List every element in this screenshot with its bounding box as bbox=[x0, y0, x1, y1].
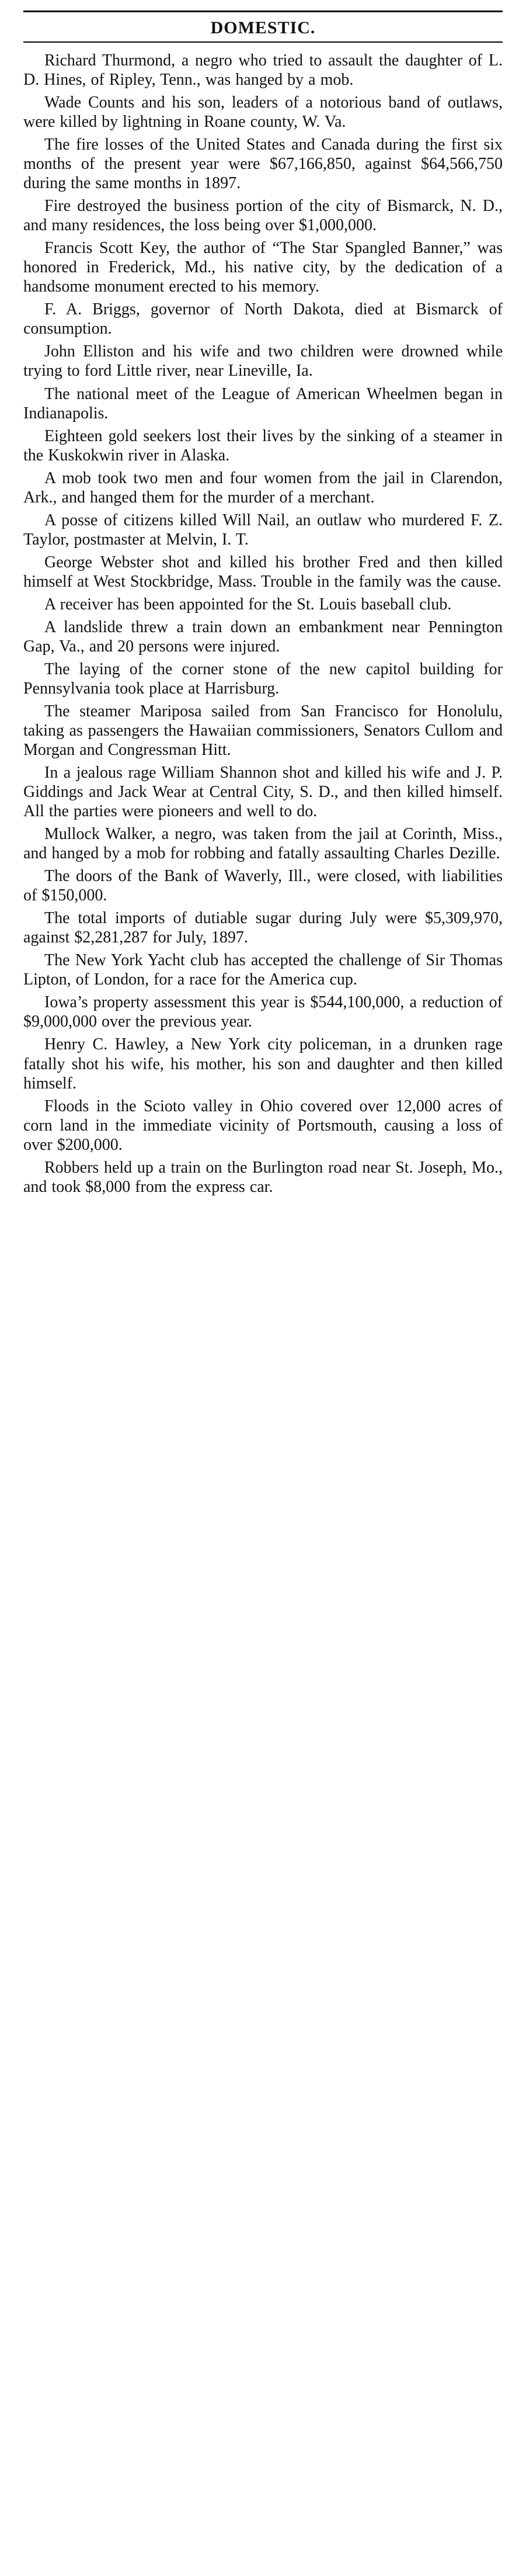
news-item: The fire losses of the United States and Canada during the first six months of the present year were $67,166,850, against $64,566,750 during the same months in 1897. bbox=[23, 136, 503, 193]
news-item: George Webster shot and killed his brother Fred and then killed himself at West Stockbridge, Mass. Trouble in the family was the cause. bbox=[23, 553, 503, 591]
news-item: The laying of the corner stone of the new capitol building for Pennsylvania took place at Harrisburg. bbox=[23, 660, 503, 698]
news-item: Floods in the Scioto valley in Ohio covered over 12,000 acres of corn land in the immediate vicinity of Portsmouth, causing a loss of over $200,000. bbox=[23, 1097, 503, 1154]
news-item: The total imports of dutiable sugar during July were $5,309,970, against $2,281,287 for July, 1897. bbox=[23, 909, 503, 947]
news-item: Fire destroyed the business portion of the city of Bismarck, N. D., and many residences, the loss being over $1,000,000. bbox=[23, 197, 503, 235]
page-title: DOMESTIC. bbox=[210, 18, 316, 37]
news-item: A receiver has been appointed for the St. Louis baseball club. bbox=[44, 595, 452, 613]
news-item: A mob took two men and four women from the jail in Clarendon, Ark., and hanged them for the murder of a merchant. bbox=[23, 469, 503, 507]
news-item: A posse of citizens killed Will Nail, an outlaw who murdered F. Z. Taylor, postmaster at Melvin, I. T. bbox=[23, 511, 503, 549]
news-item: Wade Counts and his son, leaders of a notorious band of outlaws, were killed by lightning in Roane county, W. Va. bbox=[23, 93, 503, 131]
news-item: F. A. Briggs, governor of North Dakota, died at Bismarck of consumption. bbox=[23, 300, 503, 338]
news-item: Robbers held up a train on the Burlington road near St. Joseph, Mo., and took $8,000 from the express car. bbox=[23, 1158, 503, 1196]
top-divider bbox=[23, 11, 503, 12]
article-column bbox=[23, 51, 503, 1197]
news-item: In a jealous rage William Shannon shot and killed his wife and J. P. Giddings and Jack Wear at Central City, S. D., and then killed himself. All the parties were pioneers and well to do. bbox=[23, 764, 503, 821]
news-item: Francis Scott Key, the author of “The Star Spangled Banner,” was honored in Frederick, Md., his native city, by the dedication of a handsome monument erected to his memory. bbox=[23, 239, 503, 296]
news-item: Mullock Walker, a negro, was taken from the jail at Corinth, Miss., and hanged by a mob for robbing and fatally assaulting Charles Dezille. bbox=[23, 825, 503, 863]
news-item: The steamer Mariposa sailed from San Francisco for Honolulu, taking as passengers the Hawaiian commissioners, Senators Cullom and Morgan and Congressman Hitt. bbox=[23, 702, 503, 760]
news-item: The doors of the Bank of Waverly, Ill., were closed, with liabilities of $150,000. bbox=[23, 867, 503, 905]
title-divider bbox=[23, 41, 503, 43]
news-item: Eighteen gold seekers lost their lives by the sinking of a steamer in the Kuskokwin river in Alaska. bbox=[23, 427, 503, 464]
news-item: A landslide threw a train down an embankment near Pennington Gap, Va., and 20 persons were injured. bbox=[23, 618, 503, 656]
news-item: Henry C. Hawley, a New York city policeman, in a drunken rage fatally shot his wife, his mother, his son and daughter and then killed himself. bbox=[23, 1035, 503, 1093]
news-item: John Elliston and his wife and two children were drowned while trying to ford Little river, near Lineville, Ia. bbox=[23, 342, 503, 380]
news-item: The New York Yacht club has accepted the challenge of Sir Thomas Lipton, of London, for a race for the America cup. bbox=[23, 951, 503, 989]
news-item: The national meet of the League of American Wheelmen began in Indianapolis. bbox=[23, 384, 503, 422]
news-item: Iowa’s property assessment this year is $544,100,000, a reduction of $9,000,000 over the previous year. bbox=[23, 993, 503, 1031]
news-item: Richard Thurmond, a negro who tried to assault the daughter of L. D. Hines, of Ripley, Tenn., was hanged by a mob. bbox=[23, 51, 503, 89]
